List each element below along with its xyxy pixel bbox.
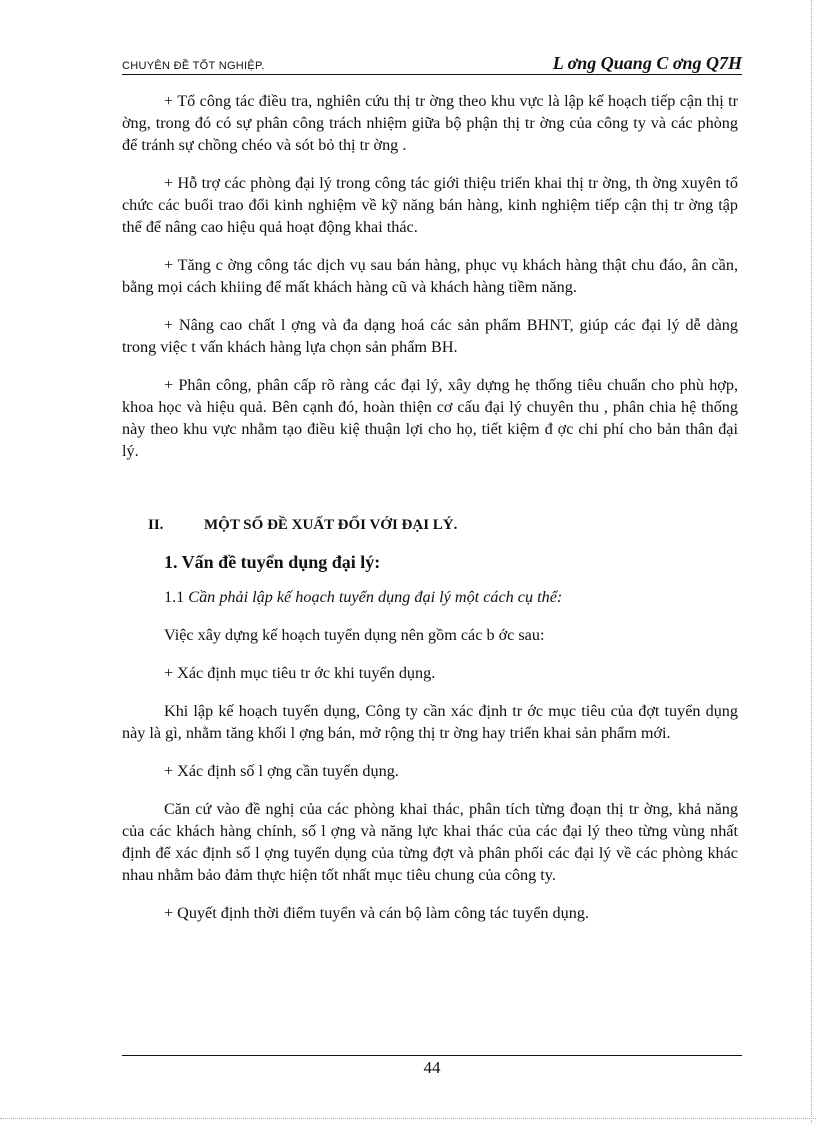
- body-paragraph: + Hỗ trợ các phòng đại lý trong công tác giới thiệu triển khai thị tr ờng, th ờng xuyên tổ chức các buổi trao đổi kinh nghiệm về kỹ năng bán hàng, kinh nghiệm tiếp cận thị tr ờng tập thể để nâng cao hiệu quả hoạt động khai thác.: [122, 174, 738, 236]
- body-paragraph: + Phân công, phân cấp rõ ràng các đại lý, xây dựng hẹ thống tiêu chuẩn cho phù hợp, khoa học và hiệu quả. Bên cạnh đó, hoàn thiện cơ cấu đại lý chuyên thu , phân chia hệ thống này theo khu vực nhằm tạo điều kiệ thuận lợi cho họ, tiết kiệm đ ợc chi phí cho bản thân đại lý.: [122, 376, 738, 460]
- subsubsection-heading: [164, 586, 738, 608]
- page-edge-right: [811, 0, 812, 1123]
- body-paragraph: Khi lập kế hoạch tuyển dụng, Công ty cần xác định tr ớc mục tiêu của đợt tuyển dụng này là gì, nhằm tăng khối l ợng bán, mở rộng thị tr ờng hay triển khai sản phẩm mới.: [122, 702, 738, 742]
- list-item: + Xác định số l ợng cần tuyển dụng.: [164, 762, 399, 780]
- body-paragraph: + Tổ công tác điều tra, nghiên cứu thị tr ờng theo khu vực là lập kế hoạch tiếp cận thị tr ờng, trong đó có sự phân công trách nhiệm giữa bộ phận thị tr ờng của công ty và các phòng để tránh sự chồng chéo và sót bỏ thị tr ờng .: [122, 92, 738, 154]
- page-edge-bottom: [0, 1118, 816, 1119]
- intro-line: Việc xây dựng kế hoạch tuyển dụng nên gồm các b ớc sau:: [164, 626, 545, 644]
- page-body: [122, 90, 738, 940]
- subsubsection-title: Cần phải lập kế hoạch tuyển dụng đại lý một cách cụ thể:: [188, 588, 563, 606]
- section-number: II.: [148, 517, 164, 533]
- body-paragraph: Căn cứ vào đề nghị của các phòng khai thác, phân tích từng đoạn thị tr ờng, khả năng của các khách hàng chính, số l ợng và năng lực khai thác của các đại lý theo từng vùng nhất định để xác định số l ợng tuyển dụng của từng đợt và phân phối các đại lý về các phòng khác nhau nhằm bảo đảm thực hiện tốt nhất mục tiêu chung của công ty.: [122, 800, 738, 884]
- section-title: MỘT SỐ ĐỀ XUẤT ĐỐI VỚI ĐẠI LÝ.: [204, 517, 458, 533]
- list-item: + Quyết định thời điểm tuyển và cán bộ làm công tác tuyển dụng.: [164, 904, 589, 922]
- header-author-name: L ơng Quang C ơng Q7H: [552, 53, 742, 73]
- subsubsection-number: 1.1: [164, 588, 185, 606]
- header-document-title: CHUYÊN ĐỀ TỐT NGHIỆP.: [122, 60, 265, 72]
- body-paragraph: + Tăng c ờng công tác dịch vụ sau bán hàng, phục vụ khách hàng thật chu đáo, ân cần, bằng mọi cách khiing để mất khách hàng cũ và khách hàng tiềm năng.: [122, 256, 738, 296]
- footer-rule: [122, 1055, 742, 1056]
- body-paragraph: + Nâng cao chất l ợng và đa dạng hoá các sản phẩm BHNT, giúp các đại lý dễ dàng trong việc t vấn khách hàng lựa chọn sản phẩm BH.: [122, 316, 738, 356]
- subsection-heading: 1. Vấn đề tuyển dụng đại lý:: [164, 552, 381, 572]
- section-heading: [122, 514, 738, 536]
- list-item: + Xác định mục tiêu tr ớc khi tuyển dụng.: [164, 664, 436, 682]
- page-header: [122, 52, 742, 75]
- section-spacer: [122, 478, 738, 514]
- page-number: 44: [423, 1058, 441, 1077]
